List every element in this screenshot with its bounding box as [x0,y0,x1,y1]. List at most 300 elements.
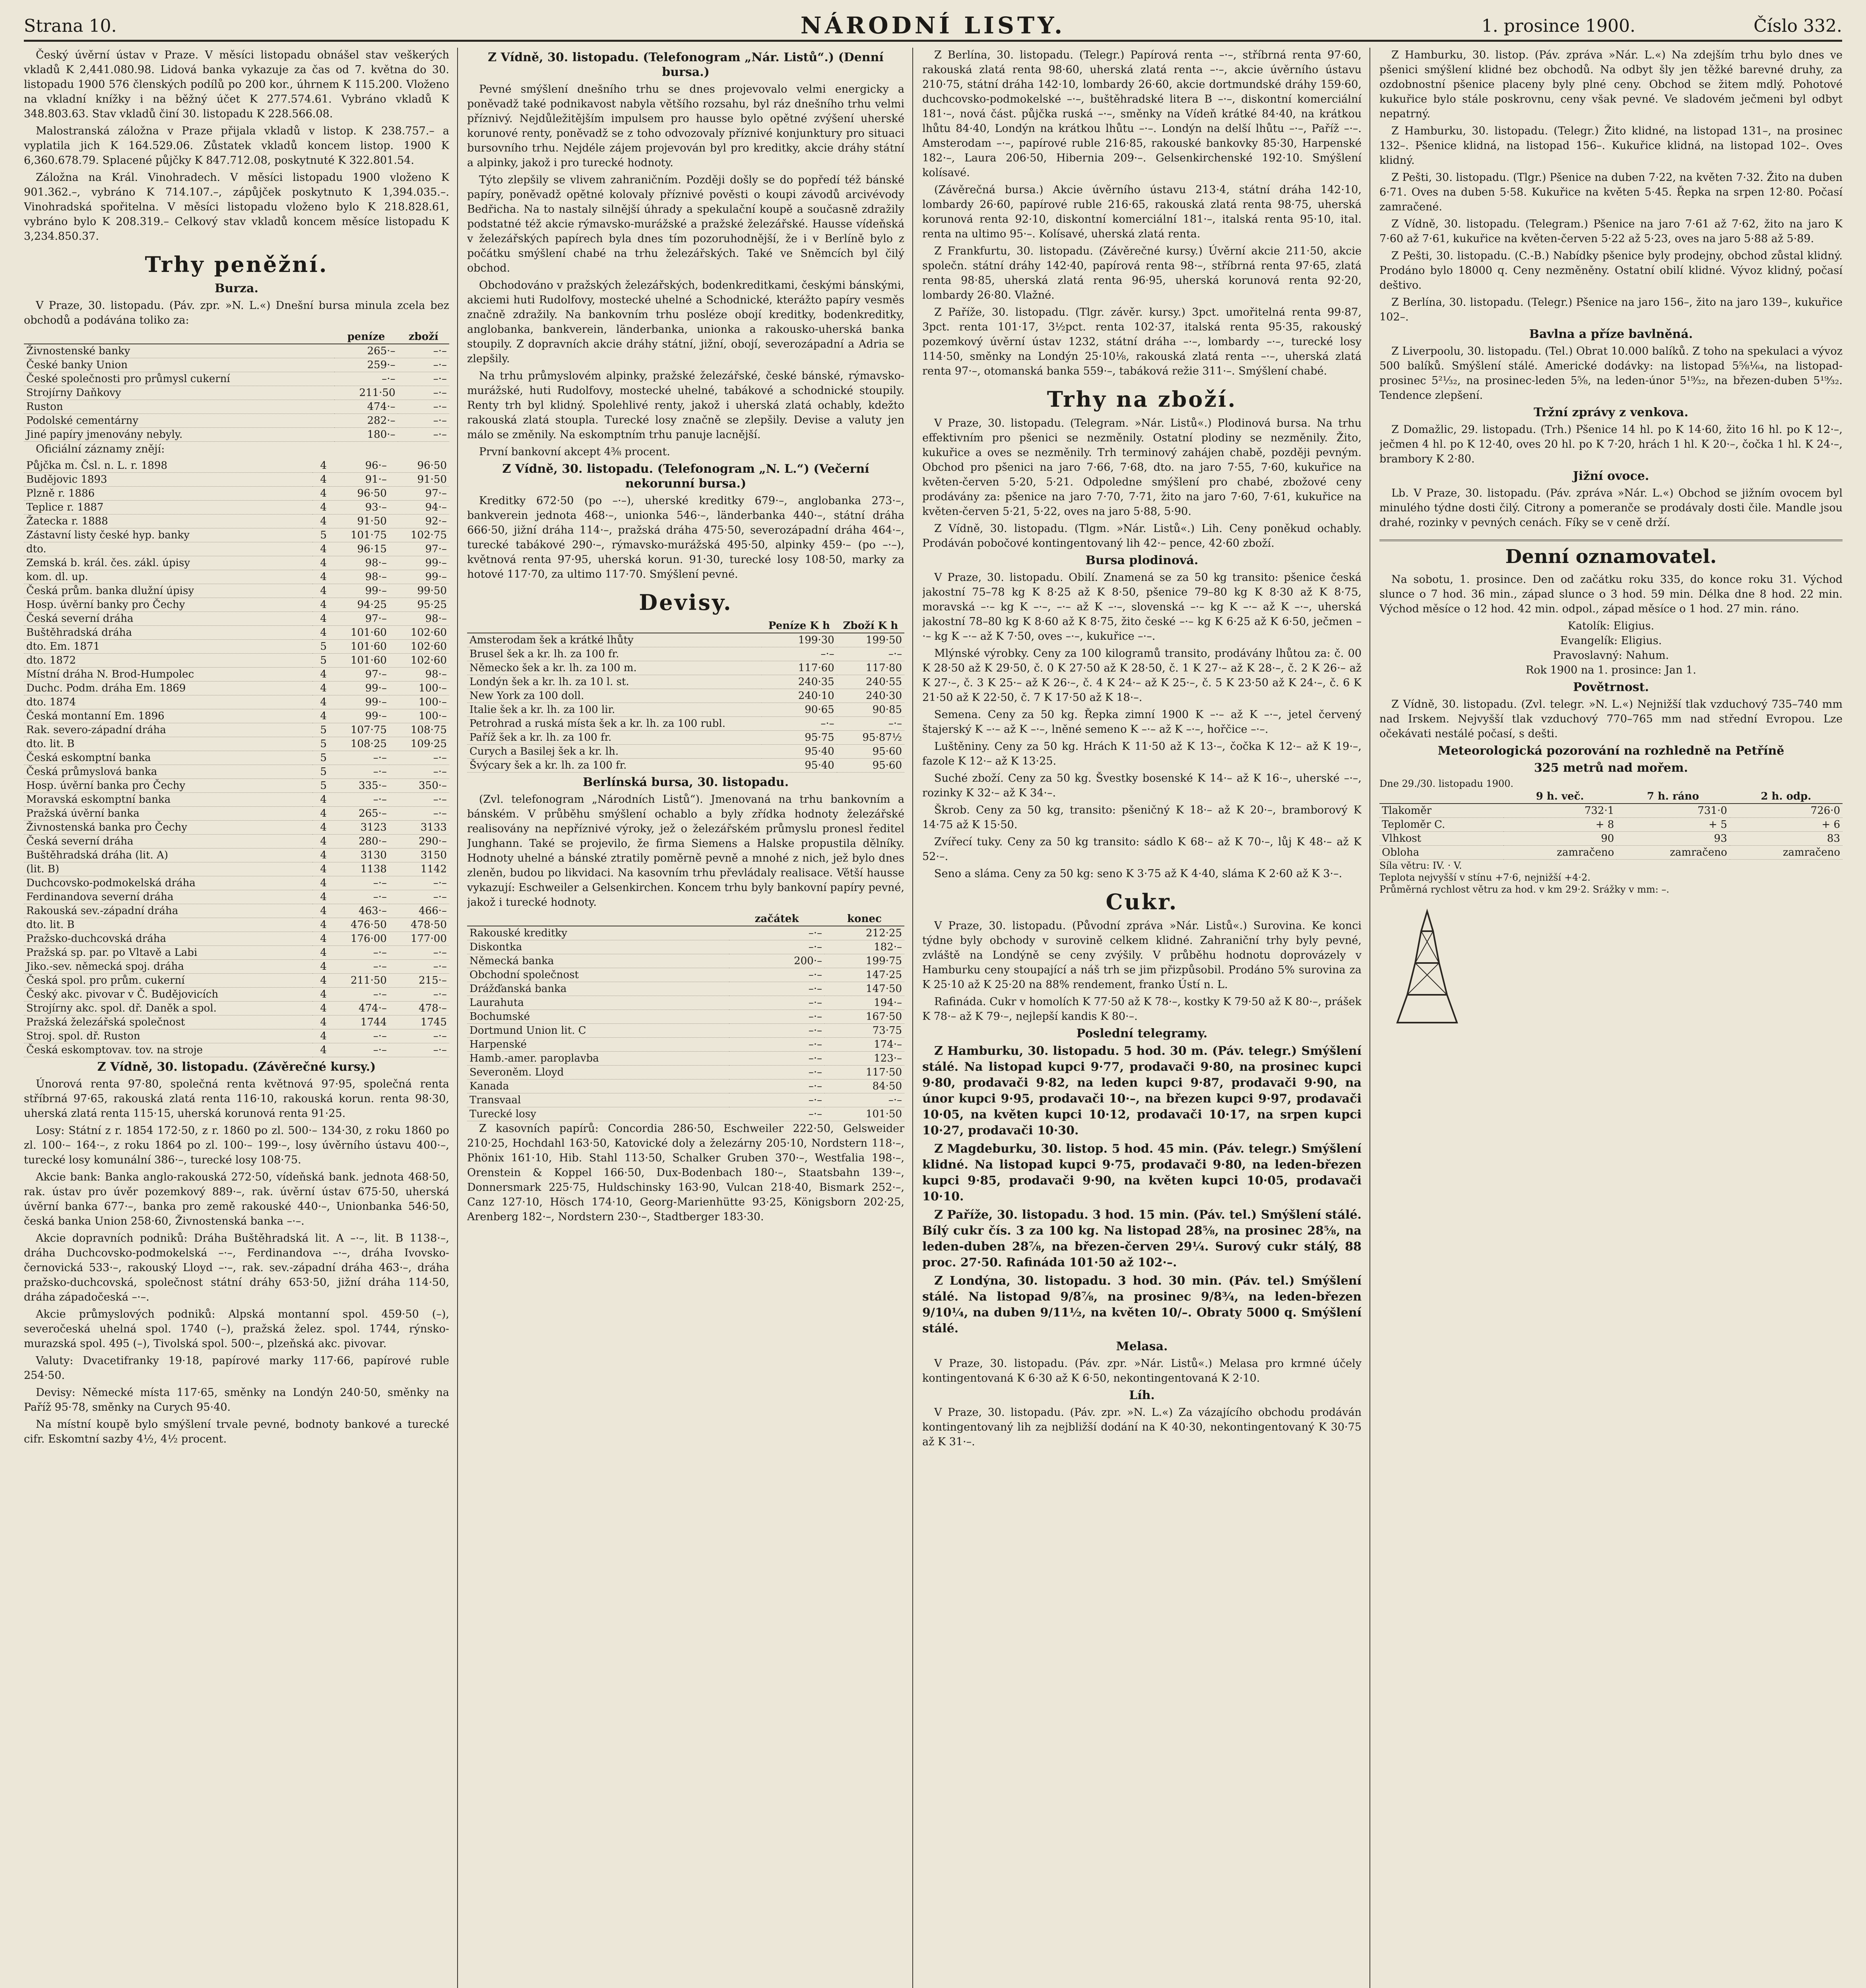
table-row [467,954,904,968]
row-label: Obloha [1379,846,1503,860]
table-row [24,946,449,960]
row-label: Český akc. pivovar v Č. Budějovicích [24,988,312,1002]
table-cell: –·– [729,982,824,996]
row-label: Tlakoměr [1379,804,1503,818]
table-cell: –·– [389,765,449,779]
table-cell: 4 [312,862,329,876]
table-cell: 5 [312,765,329,779]
row-label: Moravská eskomptní banka [24,793,312,807]
table-cell: 4 [312,612,329,626]
column-header: 2 h. odp. [1730,790,1843,804]
table-header-row [24,330,449,344]
paragraph: Devisy: Německé místa 117·65, směnky na Londýn 240·50, směnky na Paříž 95·78, směnky na Curych 95·40. [24,1386,449,1413]
table-cell: + 8 [1503,818,1616,832]
table-cell: zamračeno [1616,846,1729,860]
table-cell: 4 [312,598,329,612]
paragraph: Český úvěrní ústav v Praze. V měsíci listopadu obnášel stav veškerých vkladů K 2,441.080.98. Lidová banka vykazuje za čas od 7. května do 30. listopadu 1900 576 členských podílů po 200 kor., úhrnem K 115.200. Vloženo na vkladní knížky i na běžný účet K 277.574.61. Vybráno vkladů K 348.803.63. Stav vkladů činí 30. listopadu K 228.566.08. [24,49,449,120]
table-cell: 4 [312,556,329,570]
table-row [467,703,904,717]
row-label: Paříž šek a kr. lh. za 100 fr. [467,731,762,745]
table-row [467,1038,904,1052]
frankfurt-report: Z Frankfurtu, 30. listopadu. (Závěrečné kursy.) Úvěrní akcie 211·50, akcie společn. státní dráhy 142·40, papírová renta 98·–, stříbrná renta 97·65, zlatá renta 98·85, uherská zlatá renta 96·95, uherská korunová renta 92·20, lombardy 26·80. Vlažné. [922,245,1362,301]
paragraph: První bankovní akcept 4⅜ procent. [479,446,670,458]
table-cell: –·– [389,1043,449,1057]
table-cell: 147·50 [824,982,904,996]
row-label: Dortmund Union lit. C [467,1024,729,1038]
row-label: dto. 1874 [24,695,312,709]
row-label: Rakouská sev.-západní dráha [24,904,312,918]
table-cell: 4 [312,890,329,904]
table-header-row [467,912,904,926]
table-cell: 99·– [329,695,389,709]
weather-heading: Povětrnost. [1573,680,1649,694]
table-row [467,661,904,675]
table-cell: 167·50 [824,1010,904,1024]
column-header: 9 h. več. [1503,790,1616,804]
table-cell: 240·55 [837,675,904,689]
row-label: Budějovic 1893 [24,473,312,487]
telegram-item: Z Paříže, 30. listopadu. 3 hod. 15 min. (Páv. tel.) Smýšlení stálé. Bílý cukr čís. 3 za 100 kg. Na listopad 28⅝, na prosinec 28⅝, na leden-duben 28⅞, na březen-červen 29¼. Surový cukr stálý, 88 proc. 27·50. Rafináda 101·50 až 102·–. [922,1208,1362,1270]
row-label: Duchc. Podm. dráha Em. 1869 [24,681,312,695]
issue-date: 1. prosince 1900. [1481,16,1635,36]
bank-reports [24,48,449,244]
table-cell: 5 [312,723,329,737]
table-cell: 99·– [389,556,449,570]
table-cell: 91·50 [389,473,449,487]
paragraph: Pevné smýšlení dnešního trhu se dnes projevovalo velmi energicky a poněvadž také podnikavost nabyla většího rozsahu, byl ráz dnešního trhu velmi příznivý. Nejdůležitějším impulsem pro hausse bylo opětné zvýšení uherské korunové renty, poněvadž se z toho odvozovaly příznivé konjunktury pro situaci bursovního trhu. Nejdéle zájem projevován byl pro kreditky, akcie dráhy státní a alpinky, jakož i pro turecké hodnoty. [467,83,904,169]
grain-report: V Praze, 30. listopadu. Obilí. Znamená se za 50 kg transito: pšenice česká jakostní 75–78 kg K 8·25 až K 8·50, pšenice 79–80 kg K 8·30 až K 8·75, moravská –·– kg K –·–, –·– až K –·–, slovenská –·– kg K –·– až K –·–, uherská jakostní 78–80 kg K 8·60 až K 8·75, žito české –·– kg K 6·25 až K 6·50, ječmen –·– kg K –·– až K 7·50, oves –·–, kukuřice –·–. [922,571,1362,643]
table-row [467,1066,904,1079]
table-cell: 1142 [389,862,449,876]
column-header: začátek [729,912,824,926]
table-cell: 4 [312,974,329,988]
table-cell: –·– [329,751,389,765]
row-label: Žatecka r. 1888 [24,514,312,528]
spirit-heading: Líh. [1129,1388,1155,1402]
column-2 [467,48,904,1988]
table-row [24,1043,449,1057]
telegram-item: Z Hamburku, 30. listopadu. 5 hod. 30 m. (Páv. telegr.) Smýšlení stálé. Na listopad kupci 9·77, prodavači 9·80, na prosinec kupci 9·80, prodavači 9·82, na leden kupci 9·87, prodavači 9·90, na únor kupci 9·95, prodavači 10·–, na březen kupci 9·97, prodavači 10·05, na květen kupci 10·12, prodavači 10·17, na srpen kupci 10·27, prodavači 10·30. [922,1044,1362,1138]
paragraph: Akcie bank: Banka anglo-rakouská 272·50, vídeňská bank. jednota 468·50, rak. ústav pro úvěr pozemkový 889·–, rak. úvěrní ústav 675·50, uherská úvěrní banka 677·–, banka pro země rakouské 440·–, Unionbanka 546·50, česká banka Union 258·60, Živnostenská banka –·–. [24,1171,449,1227]
table-cell: 92·– [389,514,449,528]
table-cell: 4 [312,501,329,514]
table-cell: –·– [329,946,389,960]
table-cell: 474·– [334,400,398,414]
table-row [24,570,449,584]
table-cell: –·– [398,414,450,428]
table-cell: 101·60 [329,626,389,640]
table-cell: 5 [312,654,329,668]
table-cell: 726·0 [1730,804,1843,818]
table-cell: 5 [312,779,329,793]
table-cell: 4 [312,821,329,835]
table-row [24,821,449,835]
table-row [24,807,449,821]
table-cell: 97·– [329,612,389,626]
subheading-bursa: Burza. [215,282,258,295]
notice-item: Rok 1900 na 1. prosince: Jan 1. [1526,664,1696,676]
table-cell: 95·40 [762,745,837,759]
table-cell: zamračeno [1503,846,1616,860]
table-cell: 95·60 [837,759,904,773]
column-header [24,330,334,344]
berlin-bursa-heading: Berlínská bursa, 30. listopadu. [582,775,789,789]
table-cell: –·– [398,372,450,386]
table-row [24,556,449,570]
table-cell: 4 [312,876,329,890]
paragraph: Akcie průmyslových podniků: Alpská montanní spol. 459·50 (–), severočeská uhelná spol. 1740 (–), pražská želez. spol. 1744, rýnsko-murazská spol. 495 (–), Tivolská spol. 500·–, plzeňská akc. pivovar. [24,1308,449,1350]
table-cell: 4 [312,514,329,528]
table-row [467,1052,904,1066]
table-cell: 4 [312,542,329,556]
molasses-heading: Melasa. [1116,1340,1168,1353]
row-label: Rakouské kreditky [467,926,729,940]
table-cell: –·– [837,717,904,731]
table-cell: 95·75 [762,731,837,745]
table-row [467,1107,904,1121]
table-row [24,960,449,974]
page-header [24,12,1842,42]
sugar-report: V Praze, 30. listopadu. (Původní zpráva »Nár. Listů«.) Surovina. Ke konci týdne byly obchody v surovině celkem klidné. Zahraniční trhy byly pevné, zvláště na Londýně se ceny zvýšily. V průběhu hodnotu doprovázely v Hamburku ceny stoupající a náš trh se jim přizpůsobil. Prodáno 5% surovina za K 25·10 až K 25·20 na 88% rendement, franko Ústí n. L. [922,920,1362,991]
table-row [467,1010,904,1024]
table-cell: 90·85 [837,703,904,717]
table-cell: 211·50 [334,386,398,400]
table-cell: 280·– [329,835,389,848]
table-cell: 4 [312,848,329,862]
row-label: Česká severní dráha [24,835,312,848]
table-row [24,654,449,668]
table-cell: –·– [389,807,449,821]
table-cell: 100·– [389,681,449,695]
paragraph: Únorová renta 97·80, společná renta květnová 97·95, společná renta stříbrná 97·65, rakouská zlatá renta 116·10, rakouská korun. renta 98·30, uherská zlatá renta 115·15, uherská korunová renta 91·25. [24,1078,449,1120]
row-label: Jiné papíry jmenovány nebyly. [24,428,334,442]
table-row [24,765,449,779]
table-row [24,695,449,709]
column-header: 7 h. ráno [1616,790,1729,804]
column-3 [922,48,1362,1988]
weather-report: Z Vídně, 30. listopadu. (Zvl. telegr. »N. L.«) Nejnižší tlak vzduchový 735–740 mm nad Irskem. Nejvyšší tlak vzduchový 770–765 mm nad střední Evropou. Lze očekávati nestálé počasí, s dešti. [1379,698,1843,740]
row-label: Hosp. úvěrní banka pro Čechy [24,779,312,793]
vienna-telegram-heading: Z Vídně, 30. listopadu. (Telefonogram „Nár. Listů“.) (Denní bursa.) [488,50,884,79]
table-row [467,1024,904,1038]
row-label: Turecké losy [467,1107,729,1121]
table-cell: 147·25 [824,968,904,982]
row-label: Petrohrad a ruská místa šek a kr. lh. za 100 rubl. [467,717,762,731]
row-label: České společnosti pro průmysl cukerní [24,372,334,386]
table-cell: –·– [729,1052,824,1066]
table-cell: 212·25 [824,926,904,940]
hamburg-telegram: Z Hamburku, 30. listopadu. (Telegr.) Žito klidné, na listopad 131–, na prosinec 132–. Pšenice klidná, na listopad 156–. Kukuřice klidná, na listopad 102–. Oves klidný. [1379,125,1843,167]
table-cell: 102·60 [389,640,449,654]
table-cell: –·– [398,400,450,414]
bond-quotes-table [24,459,449,1057]
table-cell: 95·87½ [837,731,904,745]
table-row [467,996,904,1010]
row-label: Obchodní společnost [467,968,729,982]
table-row [24,612,449,626]
berlin-telegram: Z Berlína, 30. listopadu. (Telegr.) Papírová renta –·–, stříbrná renta 97·60, rakouská zlatá renta 98·60, uherská zlatá renta –·–, akcie úvěrního ústavu 210·75, státní dráha 142·10, lombardy 26·60, akcie dortmundské dráhy 159·60, duchcovsko-podmokelské –·–, buštěhradské litera B –·–, diskontní komerciální 181·–, nová část. půjčka ruská –·–, směnky na Vídeň krátké 84·40, na krátkou lhůtu 84·40, Londýn na krátkou lhůtu –·–. Londýn na delší lhůtu –·–, Paříž –·–. Amsterodam –·–, papírové ruble 216·85, rakouské bankovky 85·30, Harpenské 182·–, Laura 206·50, Hibernia 209·–. Gelsenkirchenské 192·10. Smýšlení kolísavé. [922,49,1362,179]
table-cell: 4 [312,709,329,723]
table-cell: 98·– [389,612,449,626]
daily-notices-list [1379,619,1843,678]
table-cell: 199·50 [837,633,904,647]
row-label: Harpenské [467,1038,729,1052]
table-cell: 4 [312,626,329,640]
row-label: Buštěhradská dráha (lit. A) [24,848,312,862]
last-telegrams [922,1043,1362,1337]
table-cell: 478·50 [389,918,449,932]
section-heading-devisy: Devisy. [639,590,733,615]
table-cell: 102·60 [389,626,449,640]
berlin-bursa-report: (Zvl. telefonogram „Národních Listů“). Jmenovaná na trhu bankovním a bánském. V průběhu smýšlení ochablo a byly zřídka hodnoty železářské realisovány na nepříznivé výroky, jež o železářském průmyslu pronesl ředitel Junghann. Také se projevilo, že firma Siemens a Halske propustila dělníky. Hodnoty uhelné a bánské ztratily poměrně pevně a mnohé z nich, jež bylo dnes zleněn, budou po likvidaci. Na kasovním trhu převládaly realisace. Větší hausse vykazují: Eschweiler a Gelsenkirchen. Koncem trhu byly bankovní papíry pevné, jakož i turecké hodnoty. [467,793,904,909]
column-header [1379,790,1503,804]
table-cell: 199·30 [762,633,837,647]
row-label: dto. Em. 1871 [24,640,312,654]
table-cell: –·– [729,1079,824,1093]
table-row [467,940,904,954]
table-row [24,459,449,473]
table-header-row [1379,790,1843,804]
row-label: Brusel šek a kr. lh. za 100 fr. [467,647,762,661]
hamburg-report: Z Hamburku, 30. listop. (Páv. zpráva »Nár. L.«) Na zdejším trhu bylo dnes ve pšenici smýšlení klidné bez obchodů. Na odbyt šly jen těžké barevné druhy, za ozdobnostní pšenice placeny byly plné ceny. Obchod se žitem mdlý. Pohotové kukuřice bylo stále poskrovnu, ceny však pevné. Ve sladovém ječmeni byl odbyt nepatrný. [1379,49,1843,120]
table-cell: 4 [312,807,329,821]
berlin-closing: (Závěrečná bursa.) Akcie úvěrního ústavu 213·4, státní dráha 142·10, lombardy 26·60, papírové ruble 216·65, rakouská zlatá renta 98·75, uherská korunová renta 92·10, diskontní komerciální 181·–, italská renta 95·10, ital. renta na ultimo 95·–. Kolísavé, uherská zlatá renta. [922,184,1362,240]
table-cell: 177·00 [389,932,449,946]
row-label: Česká prům. banka dlužní úpisy [24,584,312,598]
row-label: dto. lit. B [24,737,312,751]
meteo-heading: Meteorologická pozorování na rozhledně na Petříně [1437,744,1785,758]
table-cell: 96·15 [329,542,389,556]
table-row [24,932,449,946]
column-divider [1369,48,1370,1988]
table-row [24,793,449,807]
row-label: Severoněm. Lloyd [467,1066,729,1079]
table-cell: –·– [729,1066,824,1079]
vienna-daily-bursa [467,82,904,459]
table-cell: 4 [312,681,329,695]
cotton-heading: Bavlna a příze bavlněná. [1529,327,1693,341]
table-row [467,689,904,703]
table-row [1379,804,1843,818]
table-cell: 4 [312,695,329,709]
table-row [24,1015,449,1029]
row-label: Zástavní listy české hyp. banky [24,528,312,542]
row-label: Místní dráha N. Brod-Humpolec [24,668,312,681]
table-row [1379,832,1843,846]
row-label: Stroj. spol. dř. Ruston [24,1029,312,1043]
table-cell: 4 [312,960,329,974]
produce-bursa-heading: Bursa plodinová. [1085,553,1199,567]
table-cell: 84·50 [824,1079,904,1093]
table-row [24,640,449,654]
table-cell: 101·50 [824,1107,904,1121]
daily-notices-heading: Denní oznamovatel. [1379,540,1843,568]
table-row [467,1093,904,1107]
stock-quotes-table [24,330,449,442]
berlin-quotes-table [467,912,904,1121]
table-cell: 91·– [329,473,389,487]
table-cell: 96·– [329,459,389,473]
table-row [467,982,904,996]
table-row [24,626,449,640]
table-cell: 4 [312,932,329,946]
vienna-grain-report: Z Vídně, 30. listopadu. (Telegram.) Pšenice na jaro 7·61 až 7·62, žito na jaro K 7·60 až 7·61, kukuřice na květen-červen 5·22 až 5·23, oves na jaro 5·88 až 5·89. [1379,218,1843,245]
table-cell: 4 [312,1043,329,1057]
table-cell: 101·60 [329,640,389,654]
table-cell: 4 [312,1002,329,1015]
paragraph: Na místní koupě bylo smýšlení trvale pevné, bodnoty bankové a turecké cifr. Eskomtní sazby 4½, 4½ procent. [24,1418,449,1445]
telegram-item: Z Magdeburku, 30. listop. 5 hod. 45 min. (Páv. telegr.) Smýšlení klidné. Na listopad kupci 9·75, prodavači 9·80, na leden-březen kupci 9·85, prodavači 9·90, na květen kupci 10·05, prodavači 10·10. [922,1142,1362,1204]
table-row [24,344,449,358]
country-markets-heading: Tržní zprávy z venkova. [1533,406,1689,419]
table-cell: 117·60 [762,661,837,675]
meteo-date: Dne 29./30. listopadu 1900. [1379,778,1514,789]
row-label: Rak. severo-západní dráha [24,723,312,737]
table-row [467,926,904,940]
table-cell: 5 [312,751,329,765]
table-cell: 4 [312,988,329,1002]
table-cell: 5 [312,737,329,751]
table-cell: 101·75 [329,528,389,542]
table-row [24,372,449,386]
paragraph: Akcie dopravních podniků: Dráha Buštěhradská lit. A –·–, lit. B 1138·–, dráha Duchcovsko-podmokelská –·–, Ferdinandova –·–, dráha Ivovsko-černovická 533·–, rakouský Lloyd –·–, rak. sev.-západní dráha 463·–, dráha pražsko-duchcovská, společnost státní dráhy 653·50, jižní dráha 114·50, dráha západočeská –·–. [24,1232,449,1303]
starch-report: Škrob. Ceny za 50 kg, transito: pšeničný K 18·– až K 20·–, bramborový K 14·75 až K 15·50. [922,804,1362,831]
newspaper-title: NÁRODNÍ LISTY. [800,12,1066,39]
table-row [24,737,449,751]
table-cell: 93 [1616,832,1729,846]
meteo-temperature: Teplota nejvyšší v stínu +7·6, nejnižší +4·2. [1379,872,1591,883]
table-cell: 240·35 [762,675,837,689]
table-cell: 95·60 [837,745,904,759]
table-row [24,904,449,918]
daily-notices-text: Na sobotu, 1. prosince. Den od začátku roku 335, do konce roku 31. Východ slunce o 7 hod. 36 min., západ slunce o 3 hod. 59 min. Délka dne 8 hod. 22 min. Východ měsíce o 12 hod. 42 min. odpol., západ měsíce o 1 hod. 27 min. ráno. [1379,573,1843,615]
row-label: Česká severní dráha [24,612,312,626]
table-row [24,428,449,442]
table-cell: 240·30 [837,689,904,703]
paragraph: Na trhu průmyslovém alpinky, pražské železářské, české bánské, rýmavsko-murážské, huti Rudolfovy, mostecké uhelné, tabákové a schodnické stoupily. Renty trh byl klidný. Spolehlivé renty, jakož i uherská zlatá ochably, kdežto rakouská zlatá stoupla. Turecké losy značně se zlepšily. Devise a valuty jen málo se změnily. Na eskomptním trhu panuje lacnější. [467,370,904,441]
table-cell: 731·0 [1616,804,1729,818]
row-label: Laurahuta [467,996,729,1010]
table-cell: –·– [729,940,824,954]
table-row [24,386,449,400]
table-cell: 4 [312,793,329,807]
row-label: Vlhkost [1379,832,1503,846]
table-cell: 463·– [329,904,389,918]
table-cell: 3130 [329,848,389,862]
meteo-rain: Průměrná rychlost větru za hod. v km 29·2. Srážky v mm: –. [1379,884,1670,895]
mill-products-report: Mlýnské výrobky. Ceny za 100 kilogramů transito, prodávány lhůtou za: č. 00 K 28·50 až K 29·50, č. 0 K 27·50 až K 28·50, č. 1 K 27·– až K 28·–, č. 2 K 26·– až K 27·–, č. 3 K 25·– až K 26·–, č. 4 K 24·– až K 25·–, č. 5 K 23·50 až K 24·–, č. 6 K 21·50 až K 22·50, č. 7 K 17·50 až K 18·–. [922,647,1362,704]
table-cell: 182·– [824,940,904,954]
table-cell: 95·40 [762,759,837,773]
section-heading-money-markets: Trhy peněžní. [145,252,328,277]
table-cell: 174·– [824,1038,904,1052]
table-cell: 4 [312,487,329,501]
table-cell: 732·1 [1503,804,1616,818]
table-cell: 100·– [389,709,449,723]
column-header: konec [824,912,904,926]
table-cell: 99·50 [389,584,449,598]
table-cell: 94·25 [329,598,389,612]
berlin-cash-papers: Z kasovních papírů: Concordia 286·50, Eschweiler 222·50, Gelsweider 210·25, Hochdahl 163·50, Katovické doly a železárny 205·10, Nordstern 118·–, Phönix 161·10, Hib. Stahl 113·50, Schalker Gruben 370·–, Westfalia 198·–, Orenstein & Koppel 166·50, Dux-Bodenbach 180·–, Staatsbahn 139·–, Donnersmark 225·75, Huldschinsky 163·90, Vulcan 218·40, Bismark 252·–, Canz 127·10, Hösch 174·10, Georg-Marienhütte 93·25, Königsborn 202·25, Arenberg 182·–, Nordstern 230·–, Stadtberger 183·30. [467,1122,904,1223]
row-label: dto. [24,542,312,556]
table-cell: 3133 [389,821,449,835]
spirit-report: V Praze, 30. listopadu. (Páv. zpr. »N. L.«) Za vázajícího obchodu prodáván kontingentovaný lih za nejbližší dodání na K 40·30, nekontingentovaný K 30·75 až K 31·–. [922,1406,1362,1448]
table-cell: 99·– [389,570,449,584]
table-cell: –·– [329,1029,389,1043]
table-row [24,514,449,528]
table-row [24,528,449,542]
vienna-evening-bursa [467,493,904,582]
table-cell: –·– [329,988,389,1002]
seeds-report: Semena. Ceny za 50 kg. Řepka zimní 1900 K –·– až K –·–, jetel červený štajerský K –·– až K –·–, lněné semeno K –·– až K –·–, hořčice –·–. [922,709,1362,736]
row-label: (lit. B) [24,862,312,876]
row-label: Hosp. úvěrní banky pro Čechy [24,598,312,612]
table-cell: 98·– [329,570,389,584]
table-cell: + 5 [1616,818,1729,832]
pest-report: Z Pešti, 30. listopadu. (C.-B.) Nabídky pšenice byly prodejny, obchod zůstal klidný. Prodáno bylo 18000 q. Ceny nezměněny. Ostatní obilí klidné. Vývoz klidný, počasí deštivo. [1379,250,1843,291]
paragraph: Valuty: Dvacetifranky 19·18, papírové marky 117·66, papírové ruble 254·50. [24,1355,449,1382]
table-row [467,1079,904,1093]
table-row [24,584,449,598]
table-cell: 466·– [389,904,449,918]
row-label: dto. lit. B [24,918,312,932]
table-cell: 199·75 [824,954,904,968]
table-cell: –·– [329,765,389,779]
table-cell: –·– [329,1043,389,1057]
table-row [24,400,449,414]
table-row [24,862,449,876]
table-cell: –·– [729,996,824,1010]
row-label: Bochumské [467,1010,729,1024]
row-label: Hamb.-amer. paroplavba [467,1052,729,1066]
page-number: Strana 10. [24,16,117,36]
meteo-wind: Síla větru: IV. · V. [1379,860,1462,871]
row-label: Česká eskomptní banka [24,751,312,765]
row-label: Drážďanská banka [467,982,729,996]
row-label: Duchcovsko-podmokelská dráha [24,876,312,890]
table-row [467,745,904,759]
table-cell: 108·75 [389,723,449,737]
row-label: Zemská b. král. čes. zákl. úpisy [24,556,312,570]
table-cell: 98·– [389,668,449,681]
table-cell: 123·– [824,1052,904,1066]
table-cell: 99·– [329,709,389,723]
table-row [24,414,449,428]
refined-sugar-report: Rafináda. Cukr v homolích K 77·50 až K 78·–, kostky K 79·50 až K 80·–, prášek K 78·– až K 79·–, nejlepší kandis K 80·–. [922,996,1362,1023]
row-label: Buštěhradská dráha [24,626,312,640]
table-cell: 102·75 [389,528,449,542]
table-cell: 99·– [329,584,389,598]
table-cell: –·– [729,1010,824,1024]
table-cell: 96·50 [329,487,389,501]
table-cell: 4 [312,946,329,960]
petrin-tower-icon [1379,907,1475,1027]
table-row [24,835,449,848]
vienna-spirit-report: Z Vídně, 30. listopadu. (Tlgm. »Nár. Listů«.) Lih. Ceny poněkud ochably. Prodáván pobočové kontingentovaný lih 42·– pence, 42·60 zboží. [922,522,1362,549]
table-cell: 5 [312,528,329,542]
column-header: Zboží K h [837,619,904,633]
column-header: Peníze K h [762,619,837,633]
row-label: Půjčka m. Čsl. n. L. r. 1898 [24,459,312,473]
column-4 [1379,48,1843,1988]
paragraph: Týto zlepšily se vlivem zahraničním. Později došly se do popředí též bánské papíry, poněvadž opětné kolovaly příznivé pověsti o koupi závodů arcivévody Bedřicha. Na to nastaly silnější úhrady a spekulační koupě a současně zdražily podstatné též akcie rýmavsko-murážské a pražské železářské. Hausse vídeňská v železářských papírech byla dnes tím pozoruhodnější, že i v Berlíně bylo z počátku smýšlení chabé na trhu železářských. Také ve Sněmcích byl čilý obchod. [467,174,904,274]
table-cell: –·– [762,717,837,731]
dry-goods-report: Suché zboží. Ceny za 50 kg. Švestky bosenské K 14·– až K 16·–, uherské –·–, rozinky K 32·– až K 34·–. [922,772,1362,799]
table-cell: –·– [729,1107,824,1121]
table-cell: –·– [762,647,837,661]
table-cell: –·– [329,890,389,904]
table-row [1379,818,1843,832]
